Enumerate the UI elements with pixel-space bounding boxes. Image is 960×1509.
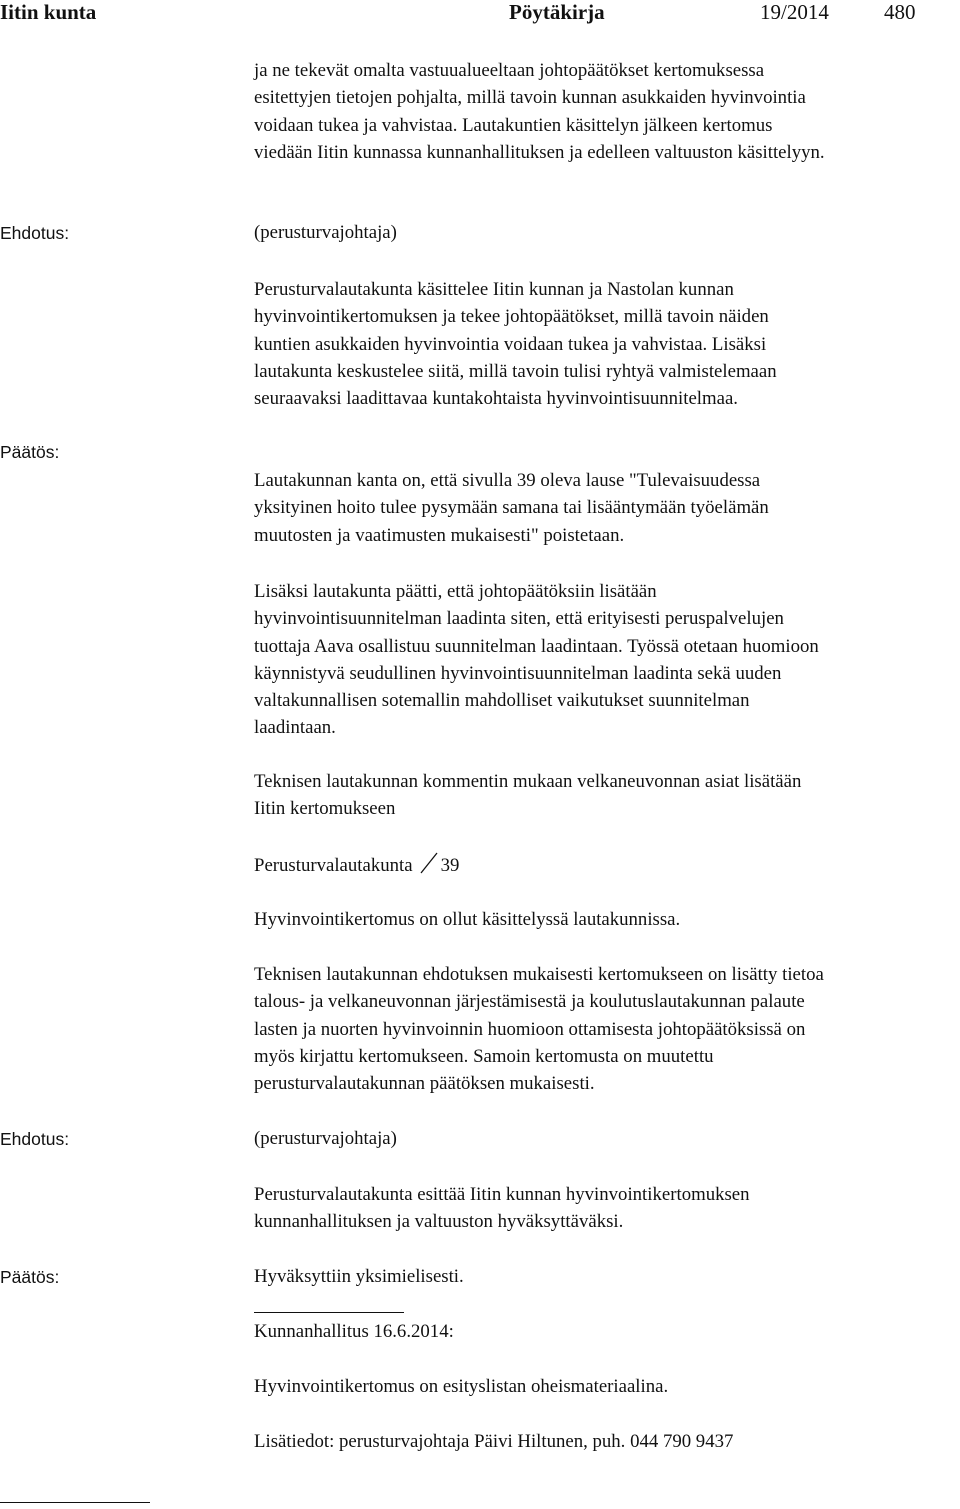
text-line: esitettyjen tietojen pohjalta, millä tavoin kunnan asukkaiden hyvinvointia: [254, 87, 806, 109]
municipality-name: Iitin kunta: [0, 0, 97, 24]
text-line: Hyväksyttiin yksimielisesti.: [254, 1266, 464, 1287]
proposal-paragraph: [254, 276, 934, 412]
page-number: 480: [884, 0, 916, 24]
proposal-label: Ehdotus:: [0, 1129, 70, 1149]
text-line: Perusturvalautakunta käsittelee Iitin kunnan ja Nastolan kunnan: [254, 279, 734, 300]
proposer-note: [254, 219, 934, 246]
text-line: Kunnanhallitus 16.6.2014:: [254, 1321, 454, 1342]
text-line: Teknisen lautakunnan ehdotuksen mukaisesti kertomukseen on lisätty tietoa: [254, 964, 824, 985]
decision-label: Päätös:: [0, 1267, 60, 1287]
text-line: valtakunnallisen sotemallin mahdolliset vaikutukset suunnitelman: [254, 690, 750, 712]
text-line: (perusturvajohtaja): [254, 1128, 397, 1149]
text-line: Iitin kertomukseen: [254, 798, 396, 820]
document-number: 19/2014: [760, 0, 829, 24]
text-line: talous- ja velkaneuvonnan järjestämisestä ja koulutuslautakunnan palaute: [254, 991, 805, 1013]
contact-info: [254, 1428, 934, 1455]
decision-paragraph: [254, 1263, 934, 1290]
text-line: seuraavaksi laadittavaa kuntakohtaista hyvinvointisuunnitelmaa.: [254, 388, 739, 410]
text-line: Teknisen lautakunnan kommentin mukaan velkaneuvonnan asiat lisätään: [254, 771, 802, 792]
text-line: Perusturvalautakunta esittää Iitin kunnan hyvinvointikertomuksen: [254, 1184, 750, 1205]
text-line: laadintaan.: [254, 717, 336, 739]
document-type: Pöytäkirja: [509, 0, 605, 24]
text-line: voidaan tukea ja vahvistaa. Lautakuntien käsittelyn jälkeen kertomus: [254, 114, 773, 136]
text-line: Hyvinvointikertomus on esityslistan oheismateriaalina.: [254, 1376, 669, 1397]
text-line: yksityinen hoito tulee pysymään samana tai lisääntymään työelämän: [254, 497, 769, 519]
section-reference: [254, 851, 934, 879]
proposal-paragraph: [254, 1181, 934, 1236]
page-header: [0, 0, 960, 24]
text-line: lasten ja nuorten hyvinvoinnin huomioon ottamisesta johtopäätöksissä on: [254, 1018, 806, 1040]
text-line: Lisäksi lautakunta päätti, että johtopäätöksiin lisätään: [254, 581, 657, 602]
text-line: käynnistyvä seudullinen hyvinvointisuunnitelman laadinta sekä uuden: [254, 662, 782, 684]
text-line: Lautakunnan kanta on, että sivulla 39 oleva lause "Tulevaisuudessa: [254, 470, 761, 491]
attachment-note: [254, 1373, 934, 1400]
section-sign-icon: [419, 851, 439, 875]
handled-paragraph: [254, 906, 934, 933]
text-line: muutosten ja vaatimusten mukaisesti" poistetaan.: [254, 524, 625, 546]
decision-paragraph: [254, 578, 934, 742]
section-number: 39: [440, 855, 460, 876]
decision-label: Päätös:: [0, 442, 60, 462]
board-meeting-heading: [254, 1318, 934, 1345]
changes-paragraph: [254, 961, 934, 1097]
text-line: kunnanhallituksen ja valtuuston hyväksyttäväksi.: [254, 1211, 624, 1233]
text-line: hyvinvointikertomuksen ja tekee johtopäätökset, millä tavoin näiden: [254, 306, 769, 328]
text-line: Hyvinvointikertomus on ollut käsittelyssä lautakunnissa.: [254, 909, 681, 930]
text-line: myös kirjattu kertomukseen. Samoin kertomusta on muutettu: [254, 1045, 714, 1067]
proposer-note: [254, 1125, 934, 1152]
text-line: Lisätiedot: perusturvajohtaja Päivi Hiltunen, puh. 044 790 9437: [254, 1431, 734, 1452]
text-line: (perusturvajohtaja): [254, 222, 397, 243]
separator-line: [254, 1312, 404, 1313]
text-line: lautakunta keskustelee siitä, millä tavoin tulisi ryhtyä valmistelemaan: [254, 360, 777, 382]
text-line: perusturvalautakunnan päätöksen mukaisesti.: [254, 1073, 595, 1095]
text-line: tuottaja Aava osallistuu suunnitelman laadintaan. Työssä otetaan huomioon: [254, 635, 819, 657]
intro-paragraph: [254, 57, 934, 166]
footer-line: [0, 1502, 150, 1503]
text-line: viedään Iitin kunnassa kunnanhallituksen ja edelleen valtuuston käsittelyyn.: [254, 141, 825, 163]
text-line: hyvinvointisuunnitelman laadinta siten, että erityisesti peruspalvelujen: [254, 608, 784, 630]
text-line: kuntien asukkaiden hyvinvointia voidaan tukea ja vahvistaa. Lisäksi: [254, 333, 767, 355]
proposal-label: Ehdotus:: [0, 223, 70, 243]
text-line: ja ne tekevät omalta vastuualueeltaan johtopäätökset kertomuksessa: [254, 60, 765, 81]
committee-name: Perusturvalautakunta: [254, 855, 413, 876]
decision-paragraph: [254, 768, 934, 823]
decision-paragraph: [254, 467, 934, 549]
